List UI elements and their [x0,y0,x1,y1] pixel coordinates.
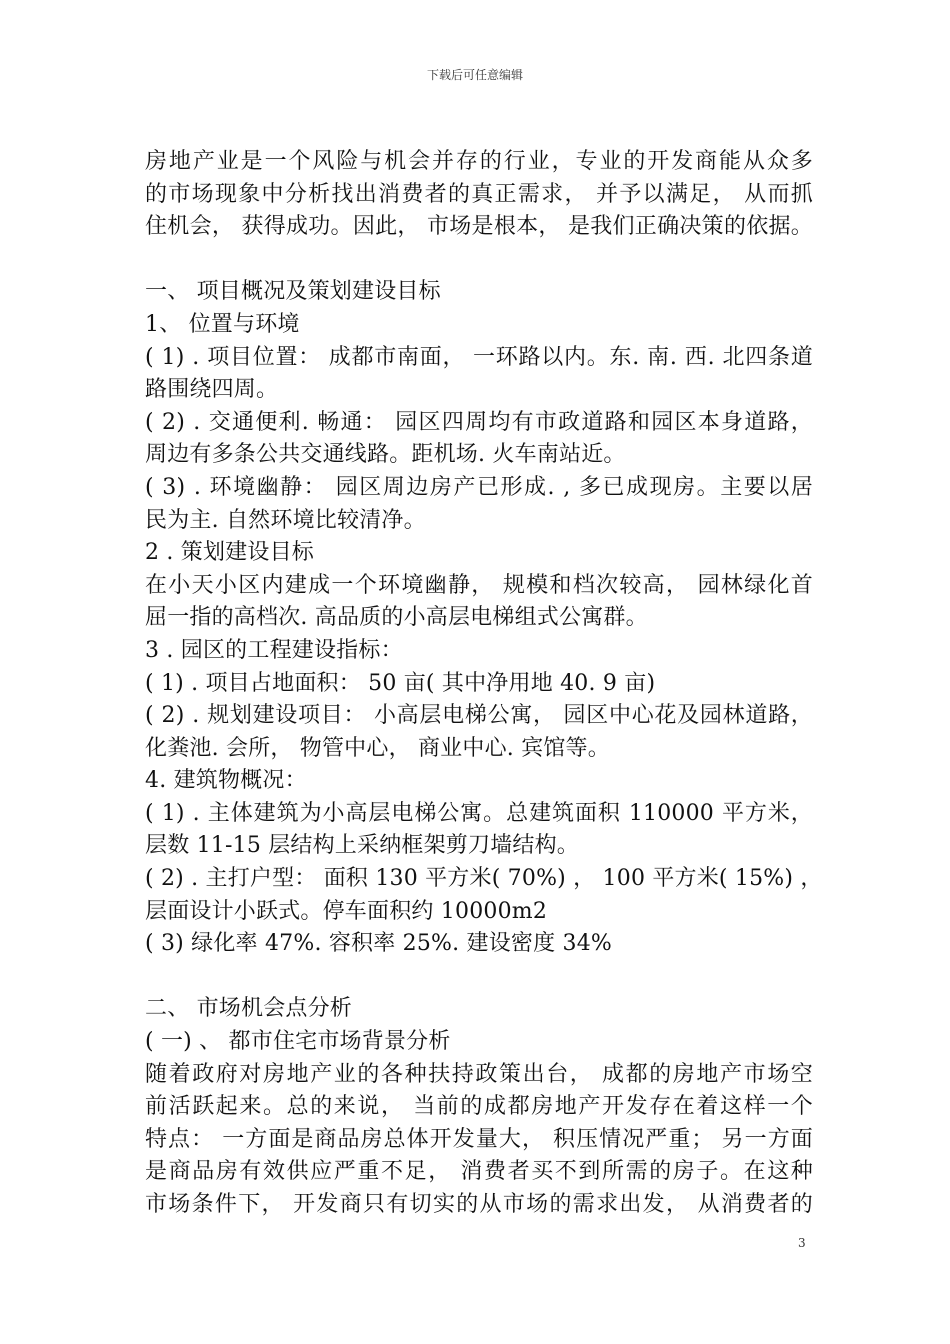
text-line: 前活跃起来。总的来说， 当前的成都房地产开发存在着这样一个 [145,1094,813,1120]
page-header-note: 下载后可任意编辑 [426,68,523,82]
text-line: 房地产业是一个风险与机会并存的行业，专业的开发商能从众多 [145,149,813,174]
subsection-heading: 1、 位置与环境 [145,311,300,337]
blank-line [145,244,813,277]
text-line: 层数 11-15 层结构上采纳框架剪刀墙结构。 [145,833,580,859]
text-line: 周边有多条公共交通线路。距机场. 火车南站近。 [145,442,626,468]
text-line: ( 3) . 环境幽静： 园区周边房产已形成. , 多已成现房。主要以居 [145,474,813,500]
text-line: ( 2) . 交通便利. 畅通： 园区四周均有市政道路和园区本身道路， [145,409,813,435]
subsection-heading: ( 一) 、 都市住宅市场背景分析 [145,1029,451,1055]
text-line: 路围绕四周。 [145,377,279,403]
blank-line [145,961,813,994]
text-line: 的市场现象中分析找出消费者的真正需求， 并予以满足， 从而抓 [145,181,813,207]
text-line: ( 3) 绿化率 47%. 容积率 25%. 建设密度 34% [145,931,612,957]
text-line: 化粪池. 会所， 物管中心， 商业中心. 宾馆等。 [145,735,610,761]
text-line: 市场条件下， 开发商只有切实的从市场的需求出发， 从消费者的 [145,1192,813,1217]
text-line: 是商品房有效供应严重不足， 消费者买不到所需的房子。在这种 [145,1159,813,1185]
text-line: 随着政府对房地产业的各种扶持政策出台， 成都的房地产市场空 [145,1061,813,1087]
text-line: 特点： 一方面是商品房总体开发量大， 积压情况严重； 另一方面 [145,1126,813,1152]
subsection-heading: 4. 建筑物概况： [145,768,307,794]
subsection-heading: 3 . 园区的工程建设指标： [145,637,403,663]
document-body [145,146,823,1222]
text-line: ( 2) . 主打户型： 面积 130 平方米( 70%) ， 100 平方米( 15%) ， [145,866,823,892]
text-line: ( 1) . 项目占地面积： 50 亩( 其中净用地 40. 9 亩) [145,670,656,696]
text-line: ( 1) . 项目位置： 成都市南面， 一环路以内。东. 南. 西. 北四条道 [145,344,813,370]
section-heading: 一、 项目概况及策划建设目标 [145,279,441,305]
text-line: 住机会， 获得成功。因此， 市场是根本， 是我们正确决策的依据。 [145,214,813,240]
text-line: 在小天小区内建成一个环境幽静， 规模和档次较高， 园林绿化首 [145,572,813,598]
page-number: 3 [798,1236,806,1250]
text-line: ( 2) . 规划建设项目： 小高层电梯公寓， 园区中心花及园林道路， [145,703,813,729]
text-line: ( 1) . 主体建筑为小高层电梯公寓。总建筑面积 110000 平方米， [145,800,813,826]
text-line: 屈一指的高档次. 高品质的小高层电梯组式公寓群。 [145,605,648,631]
subsection-heading: 2 . 策划建设目标 [145,540,314,566]
text-line: 民为主. 自然环境比较清净。 [145,507,426,533]
section-heading: 二、 市场机会点分析 [145,996,352,1022]
text-line: 层面设计小跃式。停车面积约 10000m2 [145,898,548,924]
